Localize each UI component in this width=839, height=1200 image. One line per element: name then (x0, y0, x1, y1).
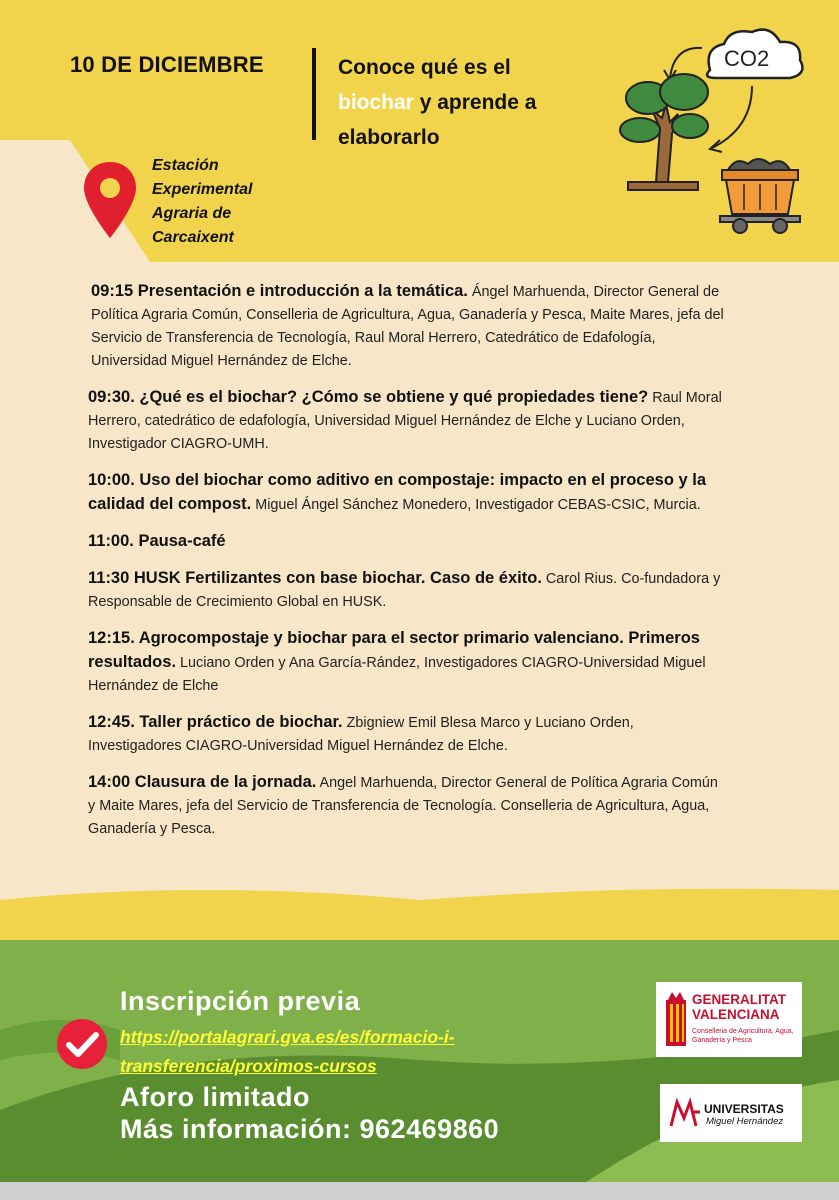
gv-subtitle: Conselleria de Agricultura, Agua, Ganadería y Pesca (692, 1028, 794, 1044)
coal-cart-icon (720, 159, 800, 233)
agenda-item (88, 627, 728, 698)
gv-title-line-1: GENERALITAT (692, 992, 786, 1007)
agenda-item-title: 12:15. Agrocompostaje y biochar para el sector primario valenciano. Primeros resultados. (88, 629, 700, 671)
agenda-item-detail: Raul Moral Herrero, catedrático de edafología, Universidad Miguel Hernández de Elche y Luciano Orden, Investigador CIAGRO-UMH. (88, 390, 722, 452)
agenda-item (88, 711, 728, 758)
agenda-item-detail: Zbigniew Emil Blesa Marco y Luciano Orden, Investigadores CIAGRO-Universidad Miguel Hernández de Elche. (88, 715, 634, 754)
biochar-cycle-illustration (612, 18, 822, 238)
agenda-item (88, 469, 728, 517)
registration-block (120, 986, 590, 1145)
agenda-item (88, 567, 728, 614)
headline-highlight: biochar (338, 91, 414, 114)
gv-emblem-icon (664, 990, 688, 1048)
limited-capacity: Aforo limitado (120, 1082, 310, 1112)
venue-line-2: Experimental (152, 181, 253, 198)
venue-line-1: Estación (152, 157, 219, 174)
event-date: 10 DE DICIEMBRE (70, 52, 264, 77)
check-circle-icon (56, 1018, 108, 1070)
agenda-item-detail: Carol Rius. Co-fundadora y Responsable de Crecimiento Global en HUSK. (88, 571, 721, 610)
agenda-item-title: 12:45. Taller práctico de biochar. (88, 713, 343, 731)
generalitat-valenciana-logo (656, 982, 802, 1057)
location-pin-icon (82, 160, 138, 240)
agenda-item-title: 11:00. Pausa-café (88, 532, 226, 550)
headline-mid: y aprende a (413, 91, 537, 114)
agenda-item (88, 771, 728, 841)
agenda-item (88, 280, 728, 373)
venue (152, 154, 252, 250)
agenda-item-title: 09:30. ¿Qué es el biochar? ¿Cómo se obtiene y qué propiedades tiene? (88, 388, 649, 406)
agenda-item-title: 09:15 Presentación e introducción a la temática. (91, 282, 468, 300)
co2-cloud-icon (707, 30, 802, 78)
agenda (88, 280, 728, 854)
headline-post: elaborarlo (338, 126, 440, 149)
bottom-strip (0, 1182, 839, 1200)
agenda-item-title: 14:00 Clausura de la jornada. (88, 773, 317, 791)
headline (338, 50, 598, 155)
gv-title (692, 992, 786, 1022)
header-divider (312, 48, 316, 140)
agenda-item-detail: Miguel Ángel Sánchez Monedero, Investigador CEBAS-CSIC, Murcia. (251, 497, 701, 513)
registration-link[interactable]: https://portalagrari.gva.es/es/formacio-i-transferencia/proximos-cursos (120, 1027, 455, 1076)
agenda-item-detail: Ángel Marhuenda, Director General de Política Agraria Común, Conselleria de Agricultura, Agua, Ganadería y Pesca, Maite Mares, jefa del Servicio de Transferencia de Tecnología, Raul Moral Herrero, Catedrático de Edafología, Universidad Miguel Hernández de Elche. (91, 284, 724, 369)
venue-line-4: Carcaixent (152, 229, 234, 246)
agenda-item (88, 530, 728, 554)
venue-line-3: Agraria de (152, 205, 232, 222)
agenda-item-detail: Angel Marhuenda, Director General de Política Agraria Común y Maite Mares, jefa del Servicio de Transferencia de Tecnología. Conselleria de Agricultura, Agua, Ganadería y Pesca. (88, 775, 718, 837)
agenda-item-title: 10:00. Uso del biochar como aditivo en compostaje: impacto en el proceso y la calidad del compost. (88, 471, 707, 513)
agenda-item-detail: Luciano Orden y Ana García-Rández, Investigadores CIAGRO-Universidad Miguel Hernández de Elche (88, 655, 706, 694)
co2-label: CO2 (724, 46, 770, 71)
umh-title: UNIVERSITAS (704, 1102, 784, 1116)
umh-emblem-icon (668, 1096, 702, 1130)
agenda-item-title: 11:30 HUSK Fertilizantes con base biochar. Caso de éxito. (88, 569, 542, 587)
more-info-phone: Más información: 962469860 (120, 1114, 500, 1144)
tree-icon (620, 74, 708, 190)
gv-title-line-2: VALENCIANA (692, 1007, 780, 1022)
headline-pre: Conoce qué es el (338, 56, 511, 79)
umh-logo (660, 1084, 802, 1142)
umh-subtitle: Miguel Hernández (706, 1116, 784, 1127)
agenda-item (88, 386, 728, 456)
registration-title: Inscripción previa (120, 986, 361, 1016)
